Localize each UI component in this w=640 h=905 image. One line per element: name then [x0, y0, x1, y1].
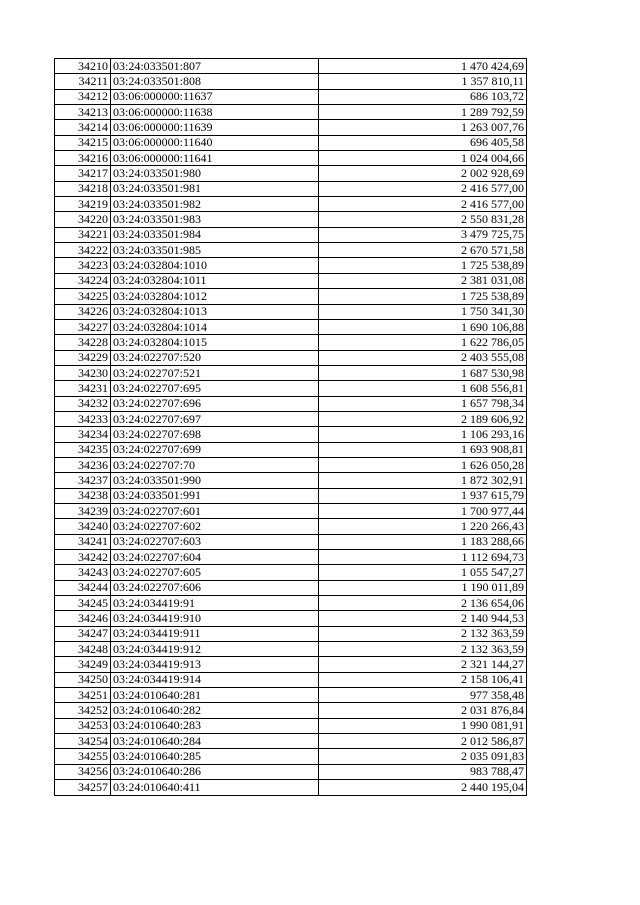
row-number-cell: 34227: [55, 319, 111, 334]
row-number-cell: 34242: [55, 550, 111, 565]
cadastral-number-cell: 03:24:022707:697: [111, 411, 319, 426]
cadastral-value-cell: 2 002 928,69: [319, 166, 527, 181]
cadastral-number-cell: 03:24:010640:282: [111, 703, 319, 718]
row-number-cell: 34244: [55, 580, 111, 595]
table-row: [55, 596, 527, 611]
row-number-cell: 34235: [55, 442, 111, 457]
table-row: [55, 105, 527, 120]
cadastral-value-cell: 2 416 577,00: [319, 197, 527, 212]
cadastral-value-cell: 2 440 195,04: [319, 780, 527, 795]
table-row: [55, 611, 527, 626]
table-row: [55, 764, 527, 779]
cadastral-value-cell: 1 289 792,59: [319, 105, 527, 120]
cadastral-value-cell: 1 937 615,79: [319, 488, 527, 503]
cadastral-value-cell: 686 103,72: [319, 89, 527, 104]
table-row: [55, 135, 527, 150]
cadastral-number-cell: 03:24:022707:521: [111, 365, 319, 380]
cadastral-number-cell: 03:24:032804:1014: [111, 319, 319, 334]
cadastral-number-cell: 03:24:032804:1011: [111, 273, 319, 288]
table-row: [55, 89, 527, 104]
cadastral-number-cell: 03:24:034419:910: [111, 611, 319, 626]
cadastral-value-cell: 1 263 007,76: [319, 120, 527, 135]
cadastral-value-cell: 2 140 944,53: [319, 611, 527, 626]
table-row: [55, 151, 527, 166]
cadastral-number-cell: 03:24:022707:603: [111, 534, 319, 549]
cadastral-value-cell: 1 693 908,81: [319, 442, 527, 457]
cadastral-number-cell: 03:24:034419:912: [111, 642, 319, 657]
table-row: [55, 427, 527, 442]
row-number-cell: 34245: [55, 596, 111, 611]
row-number-cell: 34250: [55, 672, 111, 687]
table-row: [55, 688, 527, 703]
cadastral-value-cell: 1 657 798,34: [319, 396, 527, 411]
table-row: [55, 503, 527, 518]
row-number-cell: 34238: [55, 488, 111, 503]
cadastral-number-cell: 03:24:022707:70: [111, 457, 319, 472]
cadastral-value-cell: 696 405,58: [319, 135, 527, 150]
row-number-cell: 34222: [55, 243, 111, 258]
table-row: [55, 442, 527, 457]
table-row: [55, 473, 527, 488]
cadastral-value-cell: 1 357 810,11: [319, 74, 527, 89]
row-number-cell: 34234: [55, 427, 111, 442]
table-row: [55, 703, 527, 718]
cadastral-number-cell: 03:24:033501:991: [111, 488, 319, 503]
table-row: [55, 734, 527, 749]
row-number-cell: 34231: [55, 381, 111, 396]
table-row: [55, 396, 527, 411]
cadastral-number-cell: 03:24:022707:602: [111, 519, 319, 534]
cadastral-value-cell: 1 024 004,66: [319, 151, 527, 166]
table-body: [55, 59, 527, 796]
cadastral-number-cell: 03:24:022707:698: [111, 427, 319, 442]
row-number-cell: 34256: [55, 764, 111, 779]
cadastral-value-cell: 977 358,48: [319, 688, 527, 703]
row-number-cell: 34240: [55, 519, 111, 534]
row-number-cell: 34213: [55, 105, 111, 120]
row-number-cell: 34226: [55, 304, 111, 319]
cadastral-value-cell: 2 403 555,08: [319, 350, 527, 365]
table-row: [55, 273, 527, 288]
cadastral-number-cell: 03:24:010640:281: [111, 688, 319, 703]
cadastral-number-cell: 03:24:033501:990: [111, 473, 319, 488]
cadastral-value-cell: 2 012 586,87: [319, 734, 527, 749]
row-number-cell: 34216: [55, 151, 111, 166]
row-number-cell: 34214: [55, 120, 111, 135]
row-number-cell: 34219: [55, 197, 111, 212]
cadastral-value-cell: 1 687 530,98: [319, 365, 527, 380]
row-number-cell: 34221: [55, 227, 111, 242]
cadastral-number-cell: 03:24:033501:985: [111, 243, 319, 258]
cadastral-value-cell: 2 132 363,59: [319, 642, 527, 657]
cadastral-value-cell: 1 106 293,16: [319, 427, 527, 442]
row-number-cell: 34224: [55, 273, 111, 288]
row-number-cell: 34230: [55, 365, 111, 380]
cadastral-value-cell: 1 470 424,69: [319, 59, 527, 74]
row-number-cell: 34243: [55, 565, 111, 580]
table-row: [55, 550, 527, 565]
cadastral-value-cell: 1 608 556,81: [319, 381, 527, 396]
cadastral-number-cell: 03:06:000000:11639: [111, 120, 319, 135]
cadastral-number-cell: 03:24:022707:699: [111, 442, 319, 457]
cadastral-number-cell: 03:24:033501:983: [111, 212, 319, 227]
cadastral-value-cell: 2 321 144,27: [319, 657, 527, 672]
cadastral-value-cell: 2 132 363,59: [319, 626, 527, 641]
table-row: [55, 365, 527, 380]
table-row: [55, 672, 527, 687]
table-row: [55, 319, 527, 334]
cadastral-number-cell: 03:24:032804:1015: [111, 335, 319, 350]
cadastral-value-cell: 2 031 876,84: [319, 703, 527, 718]
table-row: [55, 197, 527, 212]
cadastral-value-cell: 1 055 547,27: [319, 565, 527, 580]
cadastral-number-cell: 03:24:033501:807: [111, 59, 319, 74]
cadastral-value-cell: 983 788,47: [319, 764, 527, 779]
cadastral-number-cell: 03:24:034419:913: [111, 657, 319, 672]
table-row: [55, 304, 527, 319]
table-row: [55, 457, 527, 472]
cadastral-value-cell: 1 112 694,73: [319, 550, 527, 565]
table-row: [55, 120, 527, 135]
row-number-cell: 34252: [55, 703, 111, 718]
document-sheet: [54, 58, 526, 796]
table-row: [55, 488, 527, 503]
cadastral-number-cell: 03:24:010640:285: [111, 749, 319, 764]
cadastral-number-cell: 03:24:022707:695: [111, 381, 319, 396]
cadastral-value-cell: 1 626 050,28: [319, 457, 527, 472]
cadastral-number-cell: 03:24:033501:981: [111, 181, 319, 196]
cadastral-value-cell: 2 670 571,58: [319, 243, 527, 258]
cadastral-value-cell: 1 700 977,44: [319, 503, 527, 518]
row-number-cell: 34210: [55, 59, 111, 74]
row-number-cell: 34215: [55, 135, 111, 150]
cadastral-value-cell: 2 136 654,06: [319, 596, 527, 611]
cadastral-value-cell: 1 183 288,66: [319, 534, 527, 549]
cadastral-value-cell: 1 190 011,89: [319, 580, 527, 595]
row-number-cell: 34233: [55, 411, 111, 426]
cadastral-value-cell: 2 550 831,28: [319, 212, 527, 227]
row-number-cell: 34251: [55, 688, 111, 703]
cadastral-number-cell: 03:24:033501:982: [111, 197, 319, 212]
cadastral-value-cell: 2 416 577,00: [319, 181, 527, 196]
row-number-cell: 34254: [55, 734, 111, 749]
table-row: [55, 212, 527, 227]
cadastral-number-cell: 03:24:034419:914: [111, 672, 319, 687]
table-row: [55, 258, 527, 273]
cadastral-value-cell: 2 158 106,41: [319, 672, 527, 687]
row-number-cell: 34236: [55, 457, 111, 472]
row-number-cell: 34241: [55, 534, 111, 549]
row-number-cell: 34223: [55, 258, 111, 273]
cadastral-number-cell: 03:06:000000:11638: [111, 105, 319, 120]
cadastral-number-cell: 03:24:022707:604: [111, 550, 319, 565]
cadastral-number-cell: 03:06:000000:11640: [111, 135, 319, 150]
cadastral-number-cell: 03:24:010640:411: [111, 780, 319, 795]
table-row: [55, 335, 527, 350]
cadastral-number-cell: 03:24:034419:91: [111, 596, 319, 611]
table-row: [55, 657, 527, 672]
row-number-cell: 34257: [55, 780, 111, 795]
row-number-cell: 34232: [55, 396, 111, 411]
cadastral-value-cell: 1 990 081,91: [319, 718, 527, 733]
cadastral-number-cell: 03:24:022707:605: [111, 565, 319, 580]
cadastral-value-cell: 2 189 606,92: [319, 411, 527, 426]
cadastral-number-cell: 03:24:022707:520: [111, 350, 319, 365]
row-number-cell: 34217: [55, 166, 111, 181]
row-number-cell: 34212: [55, 89, 111, 104]
table-row: [55, 243, 527, 258]
cadastral-value-cell: 1 750 341,30: [319, 304, 527, 319]
cadastral-value-cell: 2 035 091,83: [319, 749, 527, 764]
cadastral-number-cell: 03:06:000000:11641: [111, 151, 319, 166]
row-number-cell: 34239: [55, 503, 111, 518]
row-number-cell: 34228: [55, 335, 111, 350]
table-row: [55, 350, 527, 365]
row-number-cell: 34249: [55, 657, 111, 672]
cadastral-number-cell: 03:24:033501:984: [111, 227, 319, 242]
row-number-cell: 34218: [55, 181, 111, 196]
table-row: [55, 626, 527, 641]
cadastral-value-cell: 1 622 786,05: [319, 335, 527, 350]
cadastral-value-table: [54, 58, 527, 796]
cadastral-value-cell: 1 690 106,88: [319, 319, 527, 334]
table-row: [55, 381, 527, 396]
row-number-cell: 34229: [55, 350, 111, 365]
table-row: [55, 59, 527, 74]
row-number-cell: 34225: [55, 289, 111, 304]
table-row: [55, 289, 527, 304]
cadastral-number-cell: 03:24:033501:980: [111, 166, 319, 181]
cadastral-value-cell: 1 872 302,91: [319, 473, 527, 488]
cadastral-number-cell: 03:24:010640:284: [111, 734, 319, 749]
row-number-cell: 34220: [55, 212, 111, 227]
row-number-cell: 34247: [55, 626, 111, 641]
row-number-cell: 34237: [55, 473, 111, 488]
row-number-cell: 34246: [55, 611, 111, 626]
table-row: [55, 565, 527, 580]
table-row: [55, 749, 527, 764]
table-row: [55, 411, 527, 426]
row-number-cell: 34255: [55, 749, 111, 764]
table-row: [55, 74, 527, 89]
cadastral-value-cell: 3 479 725,75: [319, 227, 527, 242]
row-number-cell: 34248: [55, 642, 111, 657]
cadastral-number-cell: 03:24:033501:808: [111, 74, 319, 89]
cadastral-number-cell: 03:24:010640:286: [111, 764, 319, 779]
cadastral-value-cell: 1 725 538,89: [319, 258, 527, 273]
cadastral-number-cell: 03:24:022707:696: [111, 396, 319, 411]
cadastral-number-cell: 03:24:022707:606: [111, 580, 319, 595]
row-number-cell: 34253: [55, 718, 111, 733]
cadastral-number-cell: 03:24:032804:1013: [111, 304, 319, 319]
table-row: [55, 534, 527, 549]
table-row: [55, 519, 527, 534]
table-row: [55, 166, 527, 181]
cadastral-number-cell: 03:24:022707:601: [111, 503, 319, 518]
table-row: [55, 181, 527, 196]
table-row: [55, 718, 527, 733]
cadastral-value-cell: 1 725 538,89: [319, 289, 527, 304]
table-row: [55, 780, 527, 795]
cadastral-number-cell: 03:24:032804:1012: [111, 289, 319, 304]
cadastral-number-cell: 03:24:034419:911: [111, 626, 319, 641]
cadastral-value-cell: 1 220 266,43: [319, 519, 527, 534]
row-number-cell: 34211: [55, 74, 111, 89]
cadastral-value-cell: 2 381 031,08: [319, 273, 527, 288]
table-row: [55, 580, 527, 595]
table-row: [55, 227, 527, 242]
table-row: [55, 642, 527, 657]
cadastral-number-cell: 03:24:032804:1010: [111, 258, 319, 273]
cadastral-number-cell: 03:06:000000:11637: [111, 89, 319, 104]
cadastral-number-cell: 03:24:010640:283: [111, 718, 319, 733]
